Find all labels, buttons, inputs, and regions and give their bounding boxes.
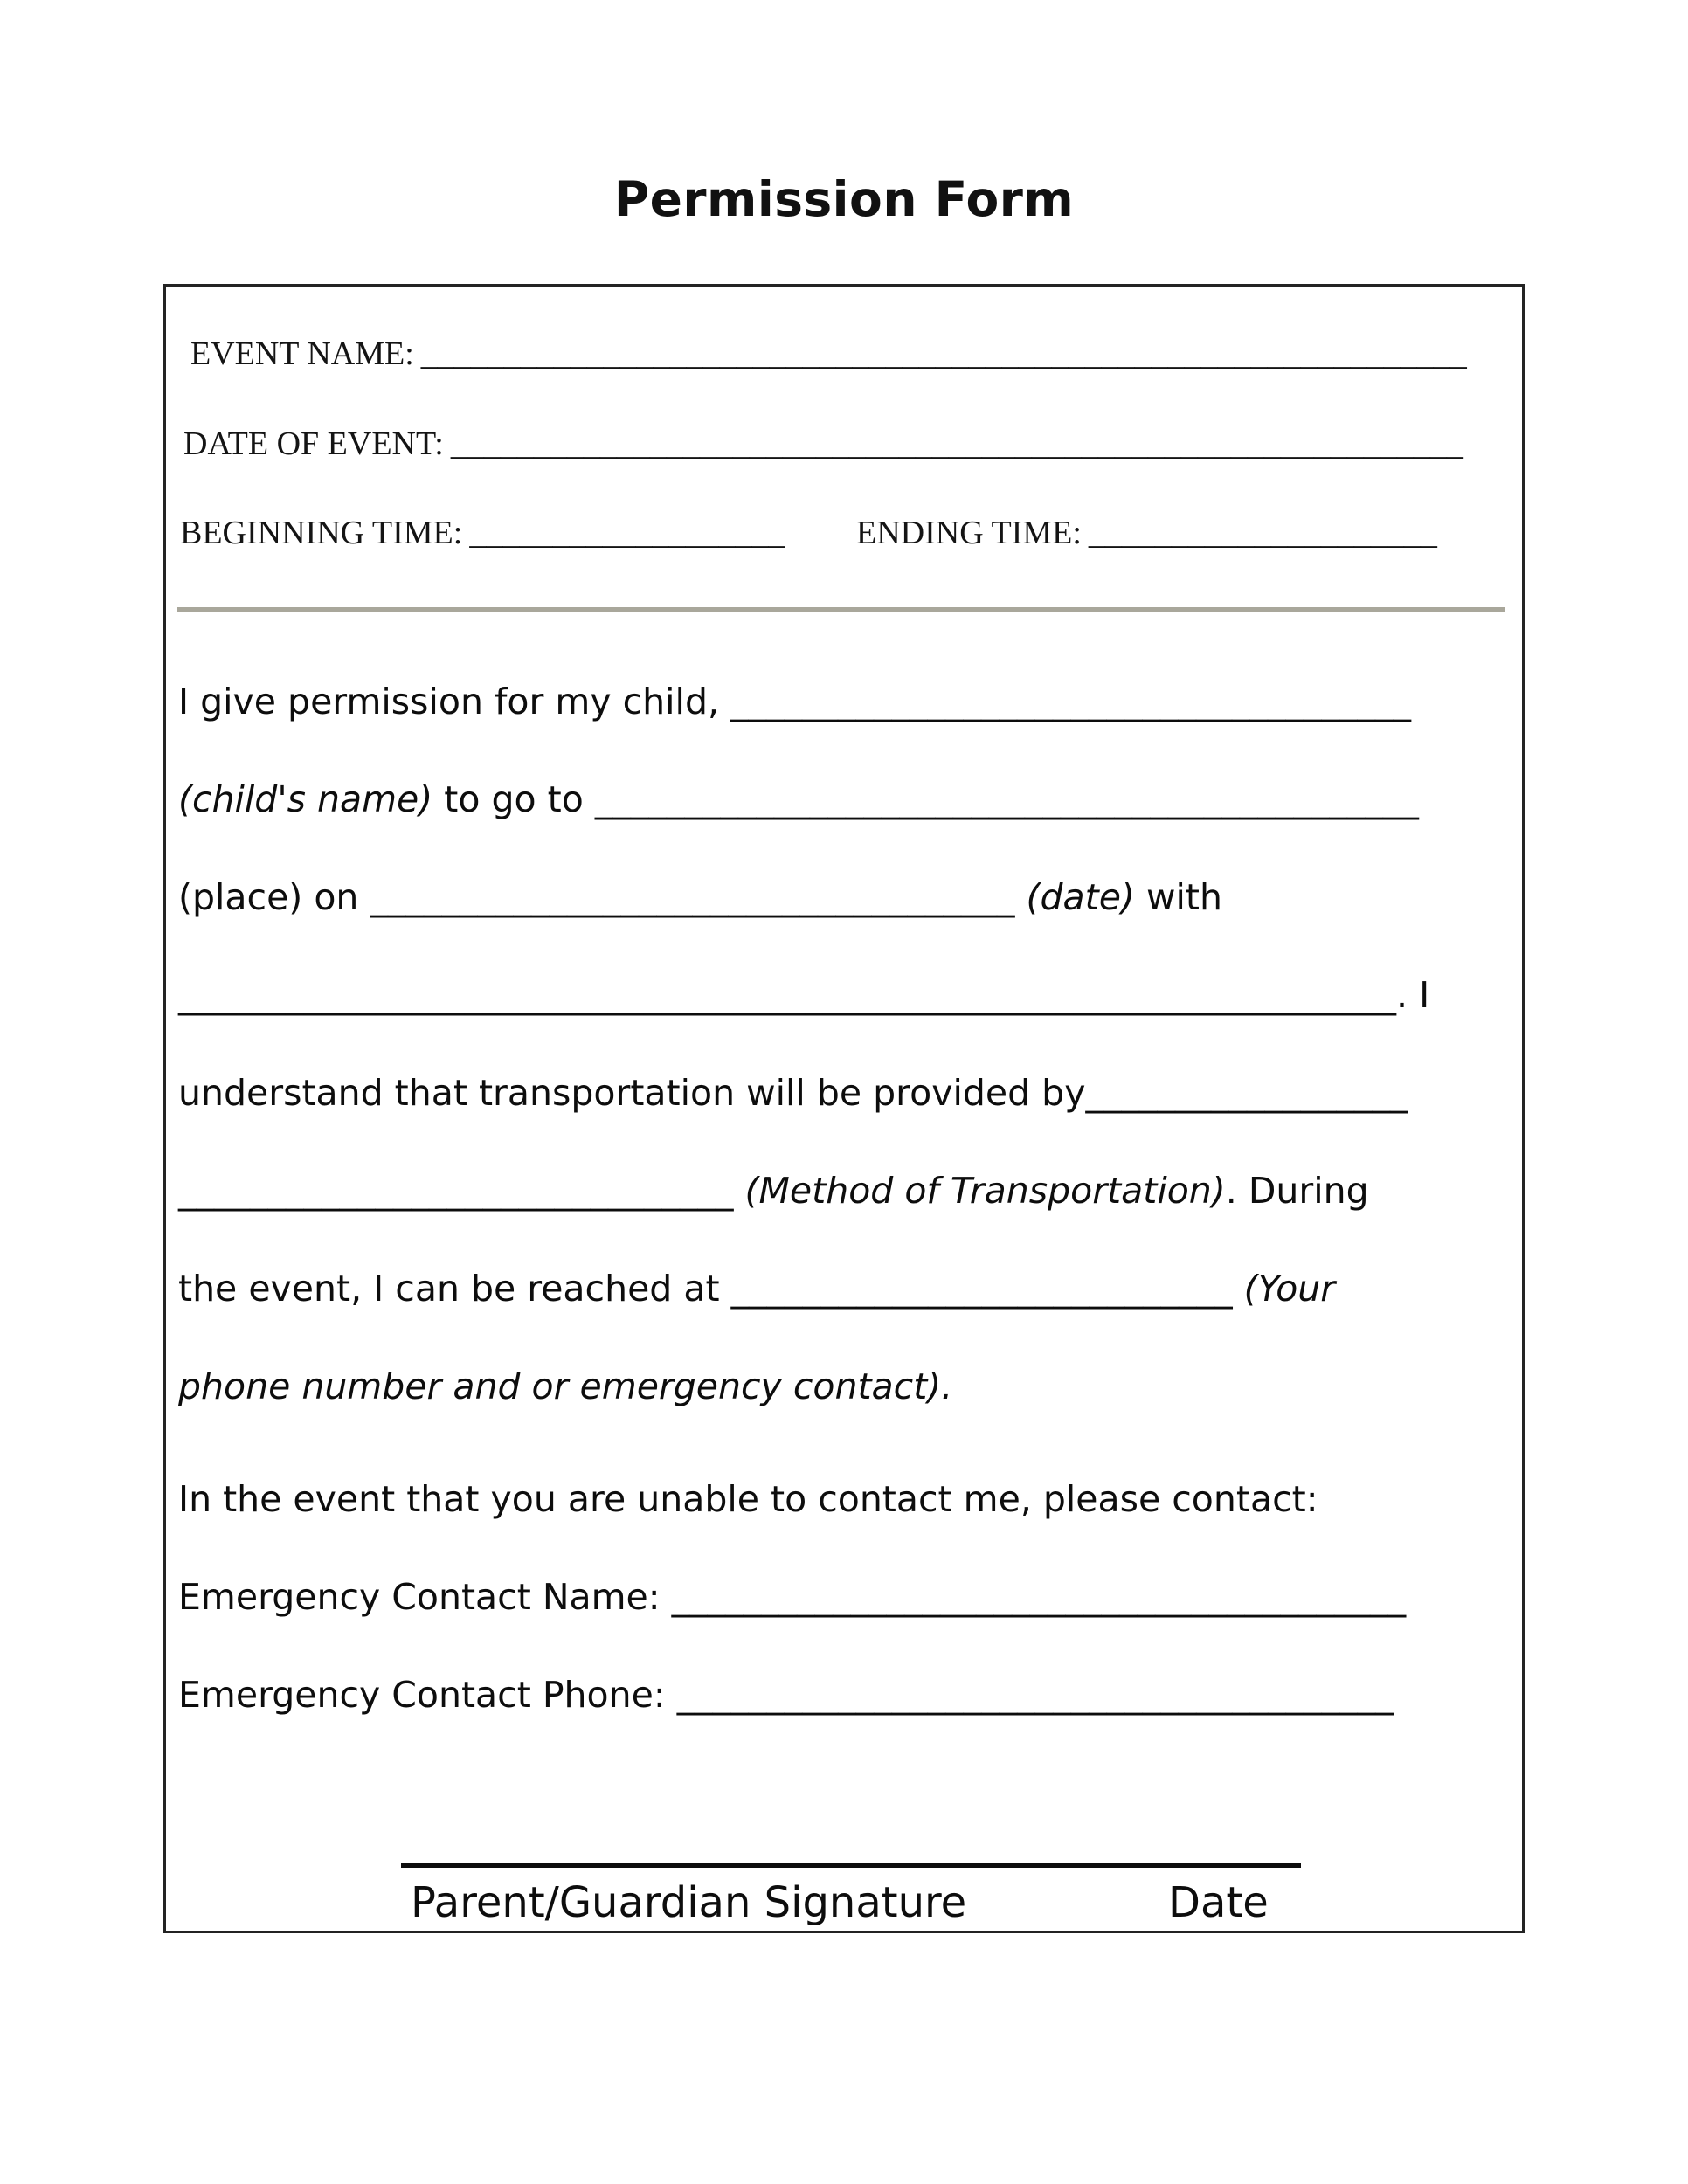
page-title: Permission Form: [613, 171, 1075, 227]
body-line-1: I give permission for my child, ______________________________________: [178, 681, 1412, 722]
beginning-time-label: BEGINNING TIME:: [180, 515, 463, 551]
date-label: Date: [1168, 1878, 1269, 1927]
signature-line: [401, 1863, 1301, 1868]
form-box: [163, 284, 1525, 1933]
parent-guardian-signature-label: Parent/Guardian Signature: [411, 1878, 967, 1927]
event-name-label: EVENT NAME:: [190, 335, 414, 372]
event-name-blank-line: _______________________________________________________________: [420, 335, 1467, 372]
body-line-8: phone number and or emergency contact).: [178, 1365, 953, 1407]
contact-intro-line: In the event that you are unable to contact me, please contact:: [178, 1478, 1318, 1520]
body-line-3: (place) on ____________________________________ (date) with: [178, 876, 1222, 918]
event-name-row: [190, 335, 1467, 373]
body-line-4: ____________________________________________________________________. I: [178, 974, 1430, 1016]
section-divider: [177, 607, 1505, 612]
body-line-6: _______________________________ (Method of Transportation). During: [178, 1170, 1369, 1212]
body-line-2: (child's name) to go to ______________________________________________: [178, 778, 1419, 820]
body-line-7: the event, I can be reached at ____________________________ (Your: [178, 1268, 1336, 1310]
beginning-time-blank-line: ___________________: [469, 515, 785, 551]
times-row: [180, 514, 1499, 566]
date-of-event-row: [183, 425, 1463, 463]
emergency-contact-phone-row: Emergency Contact Phone: ________________________________________: [178, 1674, 1394, 1716]
date-of-event-blank-line: _____________________________________________________________: [450, 425, 1463, 462]
permission-paragraph: [178, 653, 1429, 1435]
date-of-event-label: DATE OF EVENT:: [183, 425, 444, 462]
beginning-time-field: [180, 514, 785, 552]
ending-time-label: ENDING TIME:: [856, 515, 1082, 551]
ending-time-field: [856, 514, 1437, 552]
emergency-contact-paragraph: [178, 1450, 1406, 1744]
ending-time-blank-line: _____________________: [1088, 515, 1437, 551]
signature-labels-row: [166, 1878, 1522, 1933]
emergency-contact-name-row: Emergency Contact Name: _________________________________________: [178, 1576, 1407, 1618]
body-line-5: understand that transportation will be provided by__________________: [178, 1072, 1408, 1114]
